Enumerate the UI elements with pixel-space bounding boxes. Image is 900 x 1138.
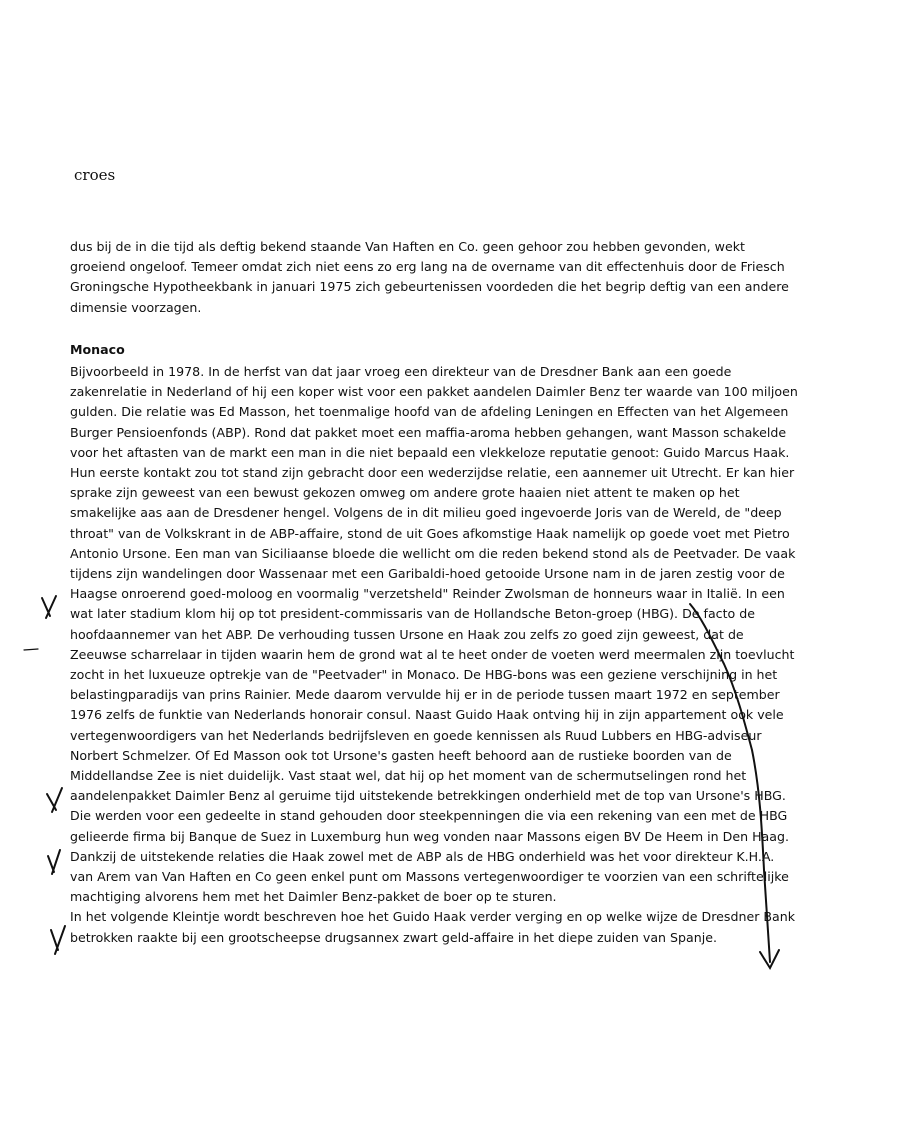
- text-line: hoofdaannemer van het ABP. De verhouding tussen Ursone en Haak zou zelfs zo goed zijn geweest, dat de: [70, 626, 744, 642]
- text-line: 1976 zelfs de funktie van Nederlands honorair consul. Naast Guido Haak ontving hij in zijn appartement ook vele: [70, 707, 784, 723]
- text-line: betrokken raakte bij een grootscheepse drugsannex zwart geld-affaire in het diepe zuiden van Spanje.: [70, 929, 717, 945]
- check-mark-4: [51, 926, 65, 954]
- text-line: sprake zijn geweest van een bewust gekozen omweg om andere grote haaien niet attent te maken op het: [70, 485, 740, 501]
- section-heading: Monaco: [70, 342, 125, 357]
- text-line: Burger Pensioenfonds (ABP). Rond dat pakket moet een maffia-aroma hebben gehangen, want Masson schakelde: [70, 424, 787, 440]
- check-mark-1: [42, 596, 56, 618]
- text-line: Bijvoorbeeld in 1978. In de herfst van dat jaar vroeg een direkteur van de Dresdner Bank aan een goede: [70, 364, 732, 379]
- margin-arrow-line: [690, 604, 770, 962]
- text-line: Dankzij de uitstekende relaties die Haak zowel met de ABP als de HBG onderhield was het voor direkteur K.H.A.: [70, 848, 775, 864]
- text-line: In het volgende Kleintje wordt beschreven hoe het Guido Haak verder verging en op welke wijze de Dresdner Bank: [70, 909, 796, 925]
- text-line: Hun eerste kontakt zou tot stand zijn gebracht door een wederzijdse relatie, een aannemer uit Utrecht. Er kan hier: [70, 465, 795, 481]
- text-line: gulden. Die relatie was Ed Masson, het toenmalige hoofd van de afdeling Leningen en Effecten van het Algemeen: [70, 404, 789, 420]
- text-line: Groningsche Hypotheekbank in januari 1975 zich gebeurtenissen voordeden die het begrip deftig van een andere: [70, 279, 789, 295]
- text-line: gelieerde firma bij Banque de Suez in Luxemburg hun weg vonden naar Massons eigen BV De Heem in Den Haag.: [70, 828, 789, 844]
- text-line: dimensie voorzagen.: [70, 299, 202, 315]
- text-line: smakelijke aas aan de Dresdener hengel. Volgens de in dit milieu goed ingevoerde Joris van de Wereld, de "deep: [70, 505, 782, 521]
- text-line: van Arem van Van Haften en Co geen enkel punt om Massons vertegenwoordiger te voorzien van een schriftelijke: [70, 869, 789, 885]
- text-line: groeiend ongeloof. Temeer omdat zich niet eens zo erg lang na de overname van dit effectenhuis door de Friesch: [70, 259, 785, 275]
- text-line: throat" van de Volkskrant in de ABP-affaire, stond de uit Goes afkomstige Haak namelijk op goede voet met Pietro: [70, 525, 790, 541]
- text-line: belastingparadijs van prins Rainier. Mede daarom vervulde hij er in de periode tussen maart 1972 en september: [70, 687, 780, 703]
- text-line: vertegenwoordigers van het Nederlands bedrijfsleven en goede kennissen als Ruud Lubbers en HBG-adviseur: [70, 727, 762, 743]
- check-mark-2: [47, 788, 62, 812]
- text-line: Antonio Ursone. Een man van Siciliaanse bloede die wellicht om die reden bekend stond als de Peetvader. De vaak: [70, 545, 796, 561]
- document-header: croes: [74, 166, 116, 184]
- text-line: Zeeuwse scharrelaar in tijden waarin hem de grond wat al te heet onder de voeten werd meermalen zijn toevlucht: [70, 646, 795, 662]
- text-line: voor het aftasten van de markt een man in die niet bepaald een vlekkeloze reputatie genoot: Guido Marcus Haak.: [70, 444, 790, 460]
- check-mark-3: [48, 850, 60, 874]
- text-line: Die werden voor een gedeelte in stand gehouden door steekpenningen die via een rekening van een met de HBG: [70, 808, 788, 824]
- dash-mark: [24, 649, 38, 650]
- text-line: zakenrelatie in Nederland of hij een koper wist voor een pakket aandelen Daimler Benz ter waarde van 100 miljoen: [70, 384, 798, 400]
- text-line: tijdens zijn wandelingen door Wassenaar met een Garibaldi-hoed getooide Ursone nam in de jaren zestig voor de: [70, 566, 785, 582]
- text-line: Haagse onroerend goed-moloog en voormalig "verzetsheld" Reinder Zwolsman de honneurs waar in Italië. In een: [70, 586, 785, 602]
- text-line: Middellandse Zee is niet duidelijk. Vast staat wel, dat hij op het moment van de schermutselingen rond het: [70, 768, 747, 784]
- text-line: dus bij de in die tijd als deftig bekend staande Van Haften en Co. geen gehoor zou hebben gevonden, wekt: [70, 239, 745, 254]
- text-line: zocht in het luxueuze optrekje van de "Peetvader" in Monaco. De HBG-bons was een geziene verschijning in het: [70, 667, 778, 683]
- text-line: aandelenpakket Daimler Benz al geruime tijd uitstekende betrekkingen onderhield met de top van Ursone's HBG.: [70, 788, 786, 804]
- text-line: wat later stadium klom hij op tot president-commissaris van de Hollandsche Beton-groep (HBG). De facto de: [70, 606, 755, 622]
- text-line: machtiging alvorens hem met het Daimler Benz-pakket de boer op te sturen.: [70, 889, 557, 905]
- text-line: Norbert Schmelzer. Of Ed Masson ook tot Ursone's gasten heeft behoord aan de rustieke boorden van de: [70, 747, 732, 763]
